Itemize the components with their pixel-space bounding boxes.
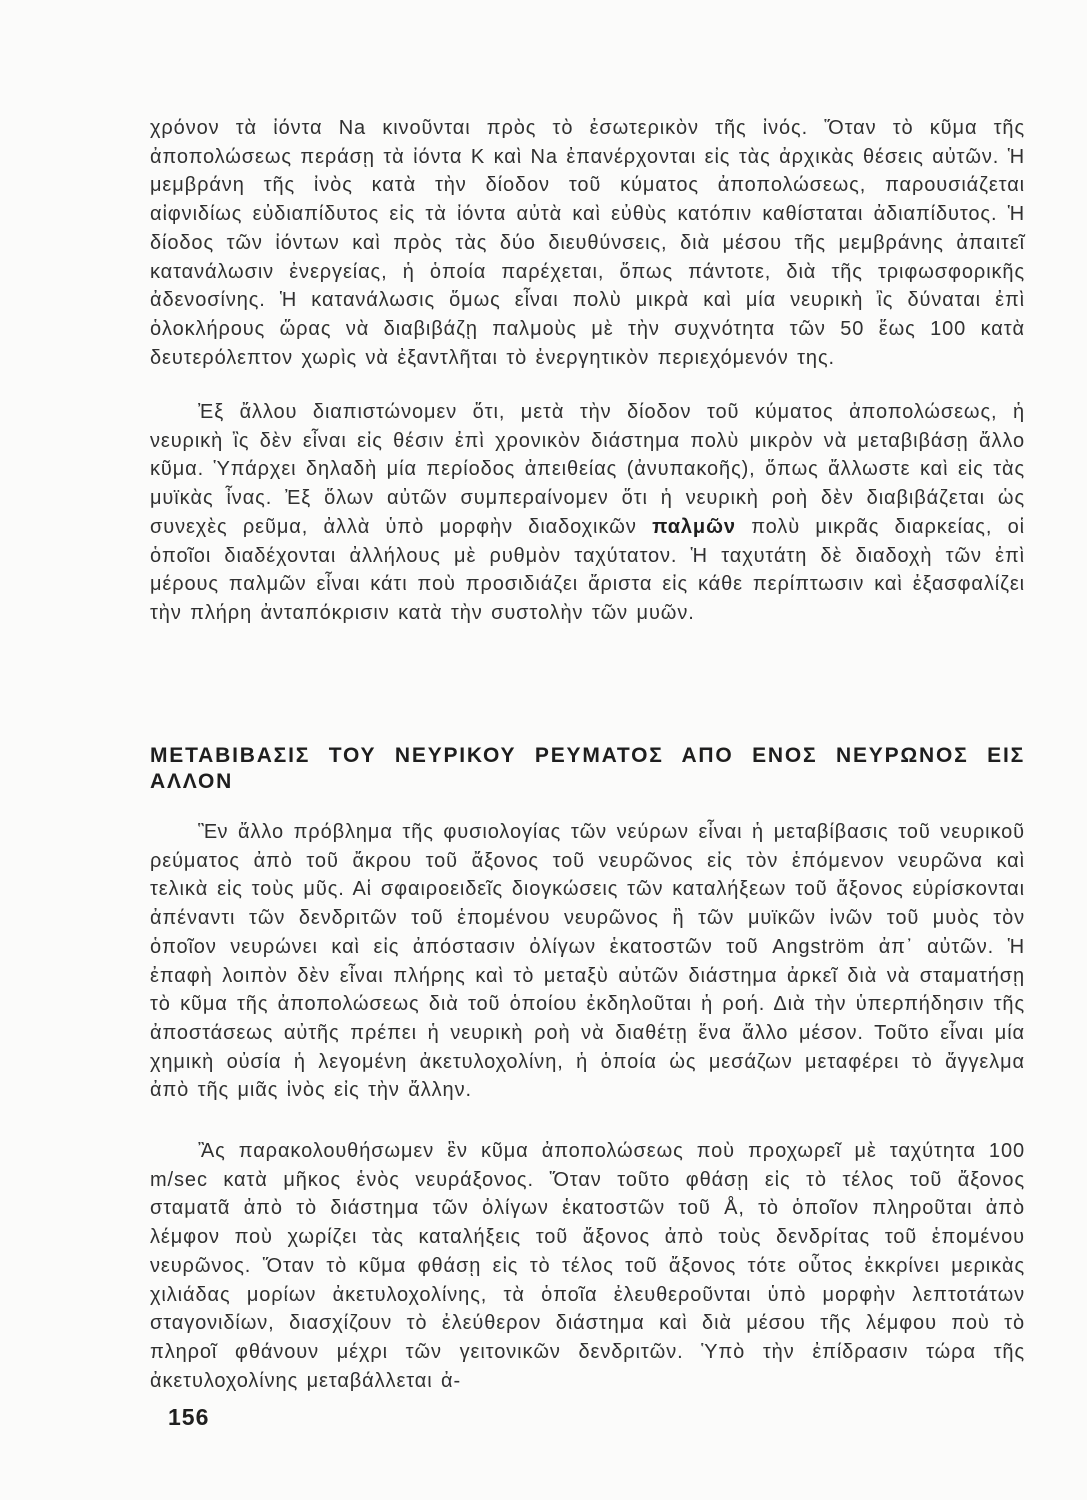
page-number: 156 [168, 1404, 210, 1430]
paragraph-text-start: Ἐξ ἄλλου διαπιστώνομεν ὅτι, μετὰ τὴν δίοδον τοῦ κύματος ἀποπολώσεως, ἡ νευρικὴ ἲς δὲν εἶναι εἰς θέσιν ἐπὶ χρονικὸν διάστημα πολὺ μικρὸν νὰ μεταβιβάσῃ ἄλλο κῦμα. Ὑπάρχει δηλαδὴ μία περίοδος ἀπειθείας (ἀνυπακοῆς), ὅπως ἄλλωστε καὶ εἰς τὰς μυϊκὰς ἶνας. Ἐξ ὅλων αὐτῶν συμπεραίνομεν ὅτι ἡ νευρικὴ ροὴ δὲν διαβιβάζεται ὡς συνεχὲς ρεῦμα, ἀλλὰ ὑπὸ μορφὴν διαδοχικῶν [150, 401, 1025, 538]
paragraph-transmission-problem: Ἓν ἄλλο πρόβλημα τῆς φυσιολογίας τῶν νεύρων εἶναι ἡ μεταβίβασις τοῦ νευρικοῦ ρεύματος ἀπὸ τοῦ ἄκρου τοῦ ἄξονος τοῦ νευρῶνος εἰς τὸν ἑπόμενον νευρῶνα καὶ τελικὰ εἰς τοὺς μῦς. Αἱ σφαιροειδεῖς διογκώσεις τῶν καταλήξεων τοῦ ἄξονος εὑρίσκονται ἀπέναντι τῶν δενδριτῶν τοῦ ἑπομένου νευρῶνος ἢ τῶν μυϊκῶν ἰνῶν τοῦ μυὸς τὸν ὁποῖον νευρώνει καὶ εἰς ἀπόστασιν ὀλίγων ἑκατοστῶν τοῦ Angström ἀπ᾿ αὐτῶν. Ἡ ἐπαφὴ λοιπὸν δὲν εἶναι πλήρης καὶ τὸ μεταξὺ αὐτῶν διάστημα ἀρκεῖ διὰ νὰ σταματήσῃ τὸ κῦμα τῆς ἀποπολώσεως διὰ τοῦ ὁποίου ἐκδηλοῦται ἡ ροή. Διὰ τὴν ὑπερπήδησιν τῆς ἀποστάσεως αὐτῆς πρέπει ἡ νευρικὴ ροὴ νὰ διαθέτῃ ἕνα ἄλλο μέσον. Τοῦτο εἶναι μία χημικὴ οὐσία ἡ λεγομένη ἀκετυλοχολίνη, ἡ ὁποία ὡς μεσάζων μεταφέρει τὸ ἄγγελμα ἀπὸ τῆς μιᾶς ἰνὸς εἰς τὴν ἄλλην. [150, 821, 1025, 1102]
bold-term-pulses: παλμῶν [652, 515, 736, 538]
paragraph-depolarization-wave: Ἂς παρακολουθήσωμεν ἓν κῦμα ἀποπολώσεως ποὺ προχωρεῖ μὲ ταχύτητα 100 m/sec κατὰ μῆκος ἑνὸς νευράξονος. Ὅταν τοῦτο φθάσῃ εἰς τὸ τέλος τοῦ ἄξονος σταματᾶ ἀπὸ τὸ διάστημα τῶν ὀλίγων ἑκατοστῶν τοῦ Å, τὸ ὁποῖον πληροῦται ἀπὸ λέμφον ποὺ χωρίζει τὰς καταλήξεις τοῦ ἄξονος ἀπὸ τοὺς δενδρίτας τοῦ ἑπομένου νευρῶνος. Ὅταν τὸ κῦμα φθάσῃ εἰς τὸ τέλος τοῦ ἄξονος τότε οὗτος ἐκκρίνει μερικὰς χιλιάδας μορίων ἀκετυλοχολίνης, τὰ ὁποῖα ἐλευθεροῦνται ὑπὸ μορφὴν λεπτοτάτων σταγονιδίων, διασχίζουν τὸ ἐλεύθερον διάστημα καὶ διὰ μέσου τῆς λέμφου ποὺ τὸ πληροῖ φθάνουν μέχρι τῶν γειτονικῶν δενδριτῶν. Ὑπὸ τὴν ἐπίδρασιν τώρα τῆς ἀκετυλοχολίνης μεταβάλλεται ἀ- [150, 1140, 1025, 1392]
paragraph-text-end: πολὺ μικρᾶς διαρκείας, οἱ ὁποῖοι διαδέχονται ἀλλήλους μὲ ρυθμὸν ταχύτατον. Ἡ ταχυτάτη δὲ διαδοχὴ τῶν ἐπὶ μέρους παλμῶν εἶναι κάτι ποὺ προσιδιάζει ἄριστα εἰς κάθε περίπτωσιν καὶ ἐξασφαλίζει τὴν πλήρη ἀνταπόκρισιν κατὰ τὴν συστολὴν τῶν μυῶν. [150, 515, 1025, 624]
paragraph-refractory-period [150, 398, 1025, 628]
paragraph-ion-exchange: χρόνον τὰ ἰόντα Na κινοῦνται πρὸς τὸ ἐσωτερικὸν τῆς ἰνός. Ὅταν τὸ κῦμα τῆς ἀποπολώσεως περάσῃ τὰ ἰόντα Κ καὶ Na ἐπανέρχονται εἰς τὰς ἀρχικὰς θέσεις αὐτῶν. Ἡ μεμβράνη τῆς ἰνὸς κατὰ τὴν δίοδον τοῦ κύματος ἀποπολώσεως, παρουσιάζεται αἰφνιδίως εὐδιαπίδυτος εἰς τὰ ἰόντα αὐτὰ καὶ εὐθὺς κατόπιν καθίσταται ἀδιαπίδυτος. Ἡ δίοδος τῶν ἰόντων καὶ πρὸς τὰς δύο διευθύνσεις, διὰ μέσου τῆς μεμβράνης ἀπαιτεῖ κατανάλωσιν ἐνεργείας, ἡ ὁποία παρέχεται, ὅπως πάντοτε, διὰ τῆς τριφωσφορικῆς ἀδενοσίνης. Ἡ κατανάλωσις ὅμως εἶναι πολὺ μικρὰ καὶ μία νευρικὴ ἲς δύναται ἐπὶ ὁλοκλήρους ὥρας νὰ διαβιβάζῃ παλμοὺς μὲ τὴν συχνότητα τῶν 50 ἕως 100 κατὰ δευτερόλεπτον χωρὶς νὰ ἐξαντλῆται τὸ ἐνεργητικὸν περιεχόμενόν της. [150, 117, 1025, 369]
section-heading: ΜΕΤΑΒΙΒΑΣΙΣ ΤΟΥ ΝΕΥΡΙΚΟΥ ΡΕΥΜΑΤΟΣ ΑΠΟ ΕΝΟΣ ΝΕΥΡΩΝΟΣ ΕΙΣ ΑΛΛΟΝ [150, 744, 1025, 793]
